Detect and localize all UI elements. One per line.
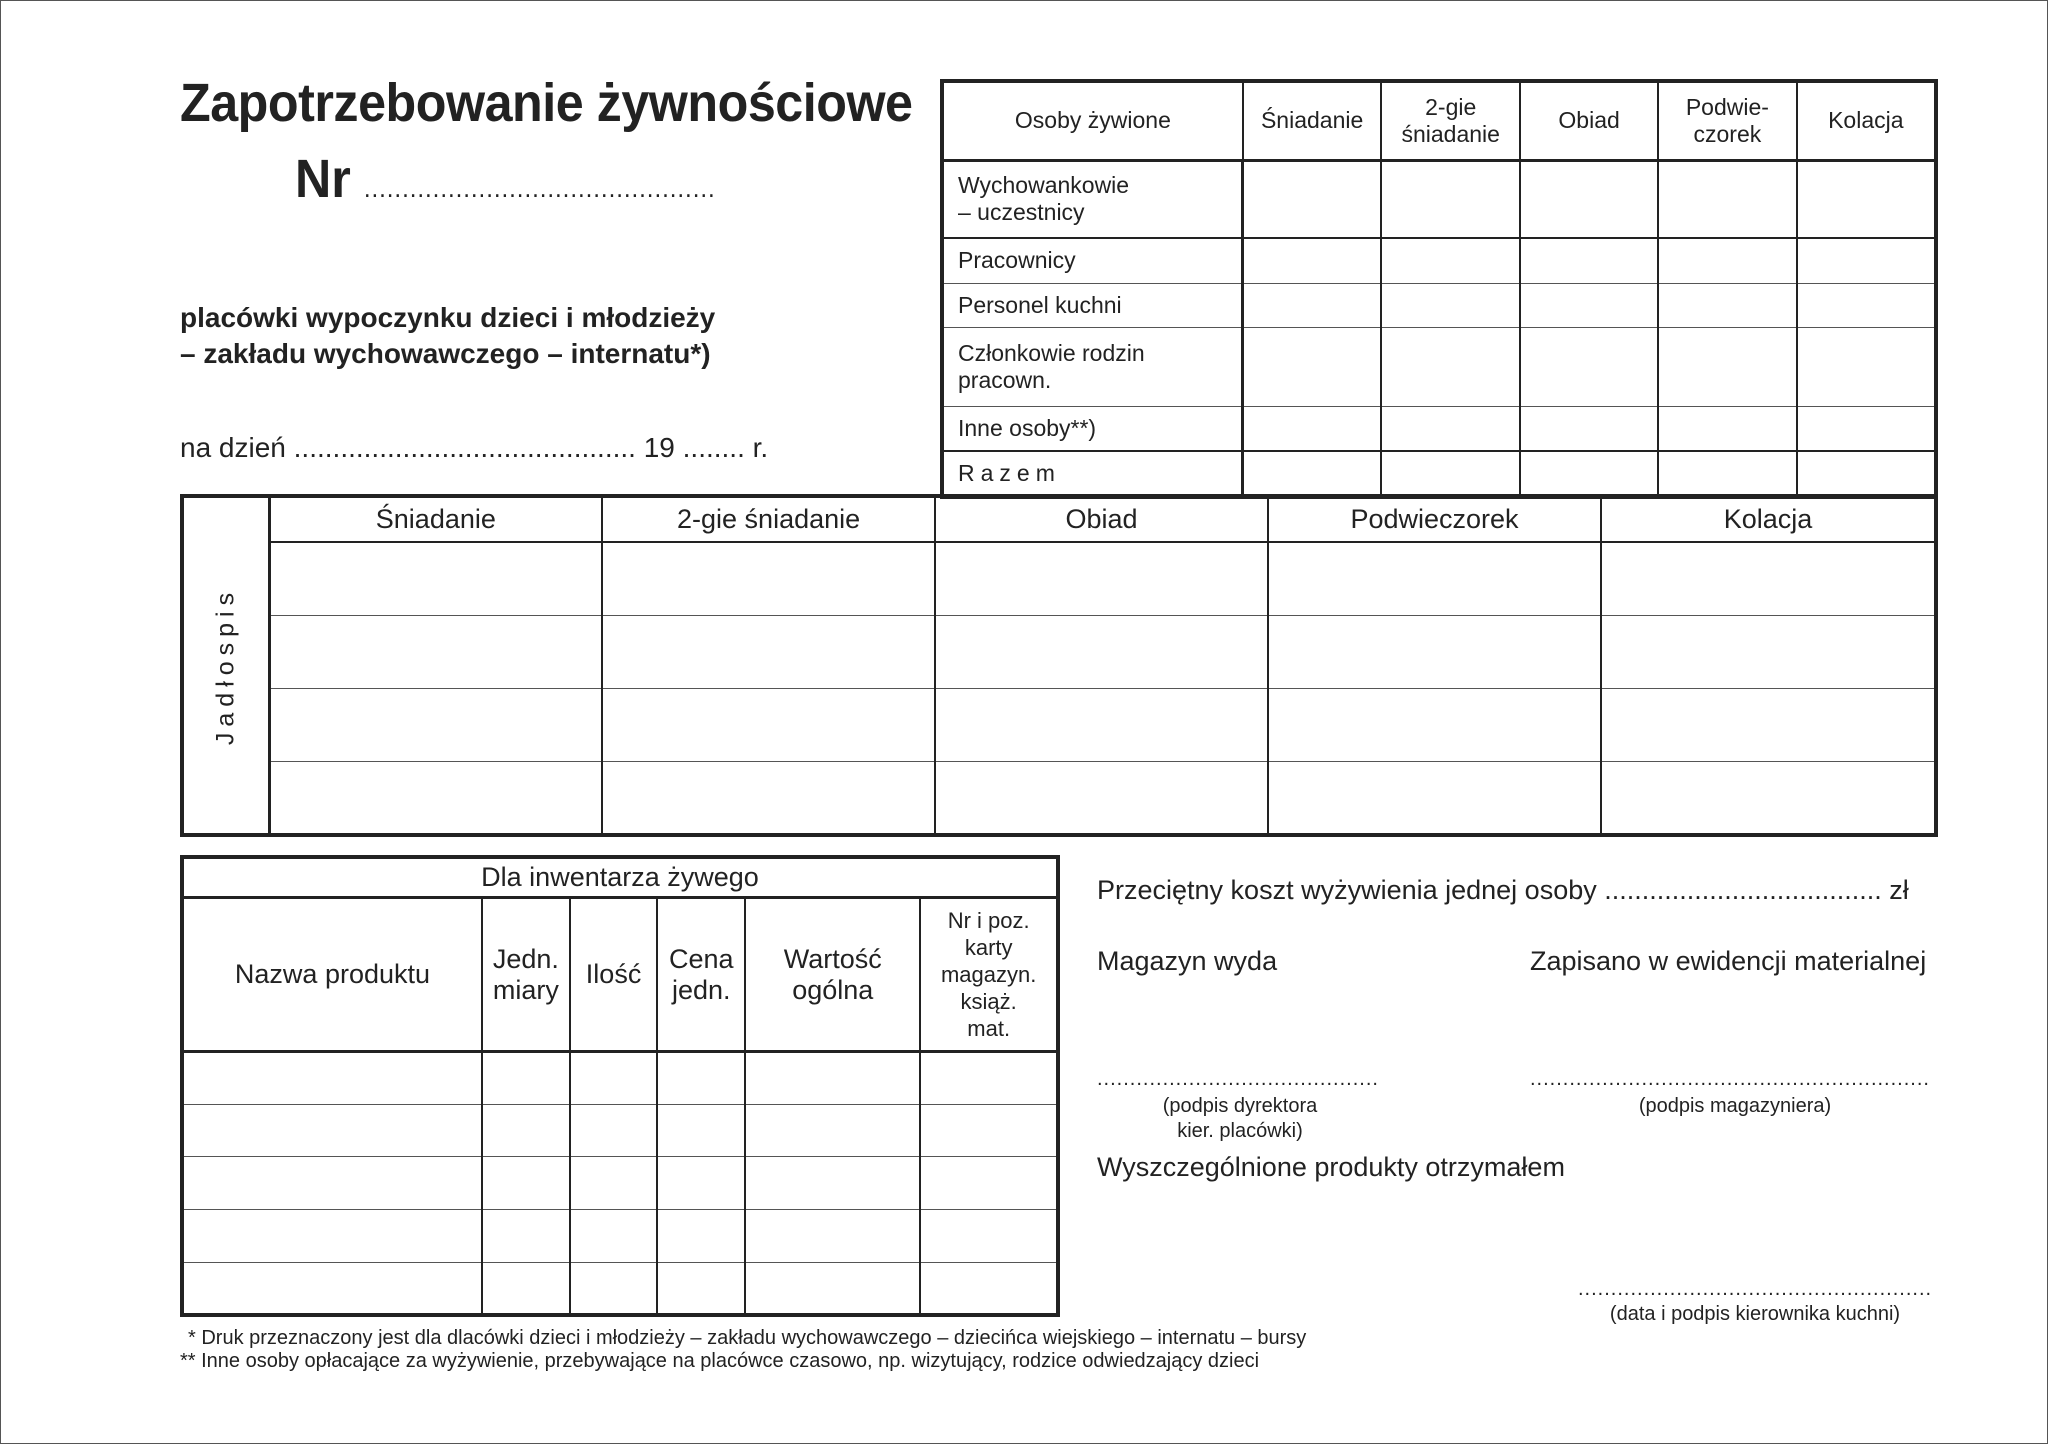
table-cell[interactable] xyxy=(570,1210,658,1263)
total-label: Razem xyxy=(942,451,1243,497)
table-cell[interactable] xyxy=(1658,406,1796,451)
col-header: Obiad xyxy=(935,496,1268,542)
caption-line: kier. placówki) xyxy=(1177,1120,1303,1142)
menu-side-label: Jadłospis xyxy=(211,586,240,745)
table-cell[interactable] xyxy=(1797,406,1936,451)
table-cell[interactable] xyxy=(1520,406,1658,451)
table-cell[interactable] xyxy=(920,1052,1058,1105)
table-cell[interactable] xyxy=(182,1052,482,1105)
table-cell[interactable] xyxy=(482,1052,570,1105)
recorded-in-records-label: Zapisano w ewidencji materialnej xyxy=(1530,946,1927,976)
col-header: Śniadanie xyxy=(269,496,602,542)
table-cell[interactable] xyxy=(1601,542,1936,615)
table-cell[interactable] xyxy=(745,1262,920,1315)
table-cell[interactable] xyxy=(269,689,602,762)
livestock-caption: Dla inwentarza żywego xyxy=(182,857,1058,898)
table-cell[interactable] xyxy=(570,1262,658,1315)
date-line[interactable]: na dzień ............................................ 19 ........ r. xyxy=(180,432,769,463)
table-cell[interactable] xyxy=(182,1157,482,1210)
table-cell[interactable] xyxy=(920,1157,1058,1210)
menu-header-row xyxy=(182,496,1936,542)
table-cell[interactable] xyxy=(920,1262,1058,1315)
table-cell[interactable] xyxy=(1268,615,1601,688)
persons-header-row xyxy=(942,81,1936,160)
col-header: Wartość ogólna xyxy=(745,898,920,1052)
table-row xyxy=(182,615,1936,688)
number-line xyxy=(295,148,716,210)
table-cell[interactable] xyxy=(570,1104,658,1157)
table-cell[interactable] xyxy=(1381,327,1520,406)
table-cell[interactable] xyxy=(602,762,935,835)
table-cell[interactable] xyxy=(602,689,935,762)
table-cell[interactable] xyxy=(182,1210,482,1263)
table-cell[interactable] xyxy=(745,1157,920,1210)
table-cell[interactable] xyxy=(1658,160,1796,238)
col-header: Podwie- czorek xyxy=(1658,81,1796,160)
table-cell[interactable] xyxy=(269,542,602,615)
subtitle-line-1: placówki wypoczynku dzieci i młodzieży xyxy=(180,302,716,333)
col-header: Ilość xyxy=(570,898,658,1052)
table-cell[interactable] xyxy=(657,1210,745,1263)
table-cell[interactable] xyxy=(1381,160,1520,238)
table-row xyxy=(182,762,1936,835)
col-header: Podwieczorek xyxy=(1268,496,1601,542)
table-cell[interactable] xyxy=(269,615,602,688)
table-cell[interactable] xyxy=(570,1157,658,1210)
total-row xyxy=(942,451,1936,497)
table-cell[interactable] xyxy=(935,689,1268,762)
products-received-label: Wyszczególnione produkty otrzymałem xyxy=(1097,1152,1565,1182)
table-cell[interactable] xyxy=(1797,451,1936,497)
row-label: Członkowie rodzin pracown. xyxy=(942,327,1243,406)
table-cell[interactable] xyxy=(1797,283,1936,327)
livestock-table xyxy=(180,855,1060,1317)
table-cell[interactable] xyxy=(1268,689,1601,762)
table-cell[interactable] xyxy=(1797,327,1936,406)
table-row xyxy=(942,327,1936,406)
table-row xyxy=(182,1210,1058,1263)
table-cell[interactable] xyxy=(1601,615,1936,688)
table-cell[interactable] xyxy=(482,1157,570,1210)
table-cell[interactable] xyxy=(182,1104,482,1157)
table-cell[interactable] xyxy=(1797,238,1936,283)
director-signature-caption xyxy=(1140,1094,1340,1144)
table-cell[interactable] xyxy=(1243,283,1382,327)
row-label: Inne osoby**) xyxy=(942,406,1243,451)
livestock-header-row xyxy=(182,898,1058,1052)
table-cell[interactable] xyxy=(1520,283,1658,327)
number-field[interactable]: .............................................. xyxy=(363,173,716,203)
table-cell[interactable] xyxy=(1381,406,1520,451)
kitchen-manager-signature-field[interactable]: ...................................................... xyxy=(1578,1278,1933,1300)
row-label: Pracownicy xyxy=(942,238,1243,283)
table-row xyxy=(182,1052,1058,1105)
table-cell[interactable] xyxy=(182,1262,482,1315)
table-cell[interactable] xyxy=(482,1210,570,1263)
col-header: Śniadanie xyxy=(1243,81,1382,160)
table-cell[interactable] xyxy=(935,542,1268,615)
footnote-2: ** Inne osoby opłacające za wyżywienie, przebywające na placówce czasowo, np. wizytujący, rodzice odwiedzający dzieci xyxy=(180,1350,1260,1372)
table-cell[interactable] xyxy=(1243,160,1382,238)
table-cell[interactable] xyxy=(935,762,1268,835)
table-cell[interactable] xyxy=(1268,542,1601,615)
table-cell[interactable] xyxy=(269,762,602,835)
table-cell[interactable] xyxy=(657,1157,745,1210)
subtitle-line-2: – zakładu wychowawczego – internatu*) xyxy=(180,338,711,369)
persons-fed-table xyxy=(940,79,1938,499)
table-row xyxy=(942,160,1936,238)
table-cell[interactable] xyxy=(1658,327,1796,406)
table-row xyxy=(942,238,1936,283)
persons-header-label: Osoby żywione xyxy=(942,81,1243,160)
table-cell[interactable] xyxy=(745,1210,920,1263)
col-header: Kolacja xyxy=(1797,81,1936,160)
table-row xyxy=(182,1104,1058,1157)
table-row xyxy=(182,689,1936,762)
col-header: Nr i poz. karty magazyn. książ. mat. xyxy=(920,898,1058,1052)
table-cell[interactable] xyxy=(1797,160,1936,238)
table-cell[interactable] xyxy=(1243,238,1382,283)
table-cell[interactable] xyxy=(1381,283,1520,327)
table-cell[interactable] xyxy=(1658,451,1796,497)
col-header: 2-gie śniadanie xyxy=(602,496,935,542)
table-cell[interactable] xyxy=(657,1052,745,1105)
document-title: Zapotrzebowanie żywnościowe xyxy=(180,73,913,133)
col-header: Obiad xyxy=(1520,81,1658,160)
table-cell[interactable] xyxy=(1243,406,1382,451)
col-header: Nazwa produktu xyxy=(182,898,482,1052)
average-cost-line[interactable]: Przeciętny koszt wyżywienia jednej osoby ..................................... zł xyxy=(1097,875,1909,905)
table-row xyxy=(182,542,1936,615)
table-cell[interactable] xyxy=(1381,238,1520,283)
table-cell[interactable] xyxy=(1601,762,1936,835)
col-header: Kolacja xyxy=(1601,496,1936,542)
caption-line: (podpis dyrektora xyxy=(1162,1095,1318,1117)
livestock-caption-row xyxy=(182,857,1058,898)
table-row xyxy=(942,283,1936,327)
table-cell[interactable] xyxy=(1520,160,1658,238)
table-cell[interactable] xyxy=(1601,689,1936,762)
table-cell[interactable] xyxy=(657,1104,745,1157)
table-cell[interactable] xyxy=(1243,451,1382,497)
storekeeper-signature-field[interactable]: ............................................................. xyxy=(1530,1068,1930,1090)
number-label: Nr xyxy=(295,149,351,209)
table-cell[interactable] xyxy=(1658,283,1796,327)
table-cell[interactable] xyxy=(602,542,935,615)
table-cell[interactable] xyxy=(482,1104,570,1157)
table-cell[interactable] xyxy=(935,615,1268,688)
table-row xyxy=(942,406,1936,451)
footnote-1: * Druk przeznaczony jest dla dlacówki dzieci i młodzieży – zakładu wychowawczego – dziecińca wiejskiego – internatu – bursy xyxy=(188,1327,1307,1349)
director-signature-field[interactable]: ........................................... xyxy=(1097,1068,1379,1090)
row-label: Wychowankowie – uczestnicy xyxy=(942,160,1243,238)
col-header: 2-gie śniadanie xyxy=(1381,81,1520,160)
table-row xyxy=(182,1262,1058,1315)
table-cell[interactable] xyxy=(1520,238,1658,283)
table-cell[interactable] xyxy=(570,1052,658,1105)
table-cell[interactable] xyxy=(657,1262,745,1315)
table-cell[interactable] xyxy=(745,1104,920,1157)
menu-side-cell xyxy=(182,496,269,835)
table-cell[interactable] xyxy=(745,1052,920,1105)
warehouse-issued-label: Magazyn wyda xyxy=(1097,946,1278,976)
table-cell[interactable] xyxy=(1268,762,1601,835)
table-row xyxy=(182,1157,1058,1210)
menu-table xyxy=(180,494,1938,837)
table-cell[interactable] xyxy=(1520,451,1658,497)
storekeeper-signature-caption: (podpis magazyniera) xyxy=(1638,1095,1832,1117)
table-cell[interactable] xyxy=(1381,451,1520,497)
institution-subtitle xyxy=(180,300,715,372)
table-cell[interactable] xyxy=(1658,238,1796,283)
table-cell[interactable] xyxy=(920,1104,1058,1157)
col-header: Cena jedn. xyxy=(657,898,745,1052)
col-header: Jedn. miary xyxy=(482,898,570,1052)
table-cell[interactable] xyxy=(1520,327,1658,406)
table-cell[interactable] xyxy=(602,615,935,688)
table-cell[interactable] xyxy=(1243,327,1382,406)
row-label: Personel kuchni xyxy=(942,283,1243,327)
table-cell[interactable] xyxy=(482,1262,570,1315)
table-cell[interactable] xyxy=(920,1210,1058,1263)
kitchen-manager-signature-caption: (data i podpis kierownika kuchni) xyxy=(1609,1303,1901,1325)
